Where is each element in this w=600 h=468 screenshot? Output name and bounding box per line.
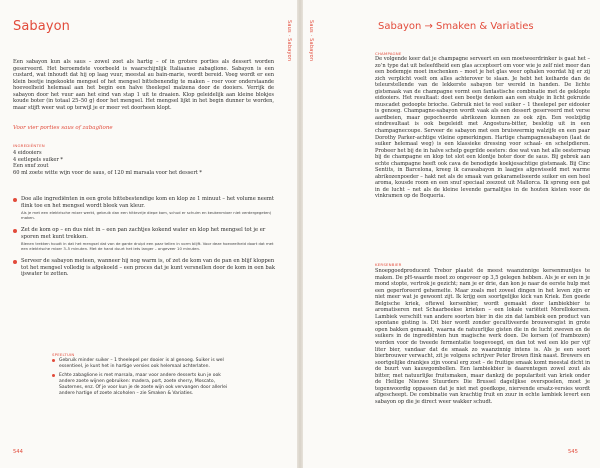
step-note: Blenen trekken houdt in dat het mengsel dat van de garde druipt een paar tellen in vorm blijft. Voor deze hoeveelheid doort dat met een elektrische mixer 3–5 minuten. Met de hand duurt het iets langer – ongeveer 10 minuten.: [21, 241, 274, 252]
tip-text: Gebruik minder suiker – 1 theelepel per dooier is al genoeg. Suiker is wel essentieel, je kunt het in hartige versies ook helemaal achterlaten.: [59, 358, 224, 369]
step-text: Serveer de sabayon meteen, wanneer hij nog warm is, of zet de kom van de pan en blijf kloppen tot het mengsel volledig is afgekoeld – een proces dat je kunt versnellen door de kom in een bak ijswater te zetten.: [21, 258, 275, 278]
section-heading: CHAMPAGNE: [375, 51, 402, 56]
tip-box: [52, 352, 232, 399]
page-number: 545: [568, 449, 578, 455]
step-note: Als je met een elektrische mixer werkt, gebruik dan een hittevrije diepe kom, schud er schuim en keukenmixer niet verdergegeten) maken.: [21, 210, 272, 221]
ingredient-item: 4 eetlepels suiker *: [13, 156, 63, 163]
method-steps: [13, 196, 275, 285]
bullet-icon: [13, 260, 17, 264]
bullet-icon: [52, 374, 55, 377]
tip-item: [52, 373, 232, 397]
bullet-icon: [52, 359, 55, 362]
section-tab: Saus · Sabayon: [308, 20, 314, 62]
section-text: De volgende keer dat je champagne serveert en een moetweerdrinker is gaat het – zo’n type dat uit beleefdheid een glas accepteert om voor wie je zelf niet meer dan een bodempje moet inschenken – moet je het glas weer ophalen voordat hij er zij zich verplicht voelt om alles achterover te slaan. Je hebt het keiharde dan de teleurstellende van de lekkerste sabayon ter wereld in handen. De lichte gistsmaak van de champagne vormt een fantastische combinatie met de gekloptе eidooiers. Het resultaat: doet een beetje denken aan een stukje in licht gekruide muscadet gedoopte brioche. Gebruik niet te veel suiker – 1 theelepel per eidooier is genoeg. Champagne-sabayon wordt vaak als een dessert geserveerd met verse aardbeien, maar gepocheerde abrikozen kunnen ze ook zijn. Een veelzijdig eindresultaat is ook begeleidt met Angostura-bitter, beslotig uit in een champagnecoupe. Serveer de sabayon met een bruiswermig walzijfe en een paar Dorothy Parker-achtige vileine opmerkingen. Hartige champagnesabayon (laat de suiker helemaal weg) is een klassieke dressing voor schaal- en schelpdieren. Probeer het bij de in halve schelp gegrilde oesters: doe wat van het alle oesterrsap bij de champagne en klop tot slot een klontje boter door de saus. Bij gebrek aan echte champagne heeft ook cava de benodigde koekjesachtige gistsmaak. Bij Cinc Sentits, in Barcelona, kreeg ik cavasabayon in laagjes afgewisseld met warme abrikozenpoeder – hakt net als de smaak van gekarameliseerde suiker en een heel aroma, kousde room en een snuf speciaal zeezout uit Mallorca. Ik spreng een gat in de lucht – net als de kleine levende garnalitjes in de houten kisten voor de vinkramen op de Boqueria.: [375, 56, 591, 200]
left-page: [0, 0, 297, 468]
section-text: Snoepgoedproducent Trebor plaatst de meest waanzinnige kersenmuntjes te maken. De pH-waarde moet zo ongeveer op 3,5 gelegen hebben. Als je er een in je mond stopte, vertrok je gezicht; nam je er drie, dan kon je naar de eerste hulp met een geperforeerd gehemelte. Maar zoals met zoveel dingen in het leven zijn er niet meer wat je gewoont zijt. Ik krijg een soortgelijke kick van Kriek. Een goede Belgische kriek, oftewel kersenbier, wordt gemaakt door lambiekbier te aromatiseren met Schaarbeekse krieken – een lokale variëteit Morellokersen. Lambiek verschilt van andere soorten bier in die zin dat lambiek een product van spontane gisting is. Dit bier wordt zonder gecultiveerde brouwersgist in grote open bakken gemaakt, waarna de natuurlijke gisten die in de lucht zweven en de suikers in de ingrediënten hun magische werk doen. De kersen (of frambozen) worden voor de tweede fermentatie toegevoegd, en dan tot wel een klo per vijf liter bier, vandaar dat de smaak zo waanzinnig intens is. Als je een soort bierbrouwer verwacht, zit je volgens schrijver Peter Brown flink naast. Brewers en soortgelijke drankjes zijn vooral erg zoet – de fruitige smaak komt meestal dicht in de buurt van kauwgombollen. Een lambiekbier is daarentegen zowel zout als bitter, met natuurlijke fruitsmaken, maar dankzij de populariteit van kriek onder de Heilige Nieuwe Stuurders Die Brussel dagelijkse overspoelen, moet je tegenwoordig oppassen dat je niet met goedkope, niervende ersatz-versies wordt afgescheept. De combinatie van krachtig fruit en zuur in echte lambiek levert een sabayon op die je direct weer wakker schudt.: [375, 268, 590, 405]
tip-heading: SPEELTUIN: [52, 352, 75, 357]
section-heading: KERSENBIER: [375, 262, 402, 267]
serving-note: Voor vier porties saus of zabaglione: [13, 125, 113, 131]
page-number: 544: [13, 449, 23, 455]
step-text: Zet de kom op – en dus niet in – een pan zachtjes kokend water en klop het mengsel tot je er sporen met kunt trekken.: [21, 227, 266, 240]
tip-text: Echte zabaglione is met marsala, maar voor andere desserts kun je ook andere zoete wijnen gebruiken: madera, port, zoete sherry, Moscato, Sauternes, enz. Of je voor kun je de zoete wijn ook vervangen door allerlei andere hartige of zoete alcoholen – zie Smaken & Variaties.: [59, 372, 228, 396]
page-title: Sabayon → Smaken & Variaties: [378, 21, 534, 32]
tip-item: [52, 358, 232, 370]
page-title: Sabayon: [13, 19, 71, 34]
ingredients-list: [13, 150, 263, 176]
ingredients-heading: INGREDIËNTEN: [13, 143, 45, 148]
step-text: Doe alle ingrediënten in een grote bittebestendige kom en klop ze 1 minuut – het volume neemt flink toe en het mengsel wordt bleek van kleur.: [21, 196, 274, 209]
section-tab: Saus · Sabayon: [286, 20, 292, 62]
ingredient-item: 60 ml zoete witte wijn voor de saus, of 120 ml marsala voor het dessert *: [13, 169, 202, 176]
method-step: [13, 227, 275, 251]
bullet-icon: [13, 229, 17, 233]
method-step: [13, 258, 275, 278]
intro-paragraph: Een sabayon kun als saus – zowel zoet als hartig – of in grotere porties als dessert worden geserveerd. Het beroemdste voorbeeld is waarschijnlijk Italiaanse zabaglione. Sabayon is een custard, wat inhoudt dat hij op laag vuur, meestal au bain-marie, wordt bereid. Voeg wordt er een klein beetje ingekookte mengsel of het mengsel bittebenendig te maken – roer voor onderstaande hoeveelheid helemaal aan het begin een halve theelepel maïzena door de dooiers. Verrijk de sabayon door het vuur aan het eind van stap 1 uit te draaien. Klop geleidelijk aan kleine blokjes koude boter (in totaal 25–50 g) door het mengsel. Het mengsel lijkt in het begin dunner te worden, maar stijft weer wat op terwijl je er meer vet doorheen klopt.: [13, 59, 274, 111]
ingredient-item: 4 eidooiers: [13, 150, 42, 156]
bullet-icon: [13, 198, 17, 202]
method-step: [13, 196, 275, 220]
ingredient-item: Een snuf zout: [13, 163, 49, 170]
